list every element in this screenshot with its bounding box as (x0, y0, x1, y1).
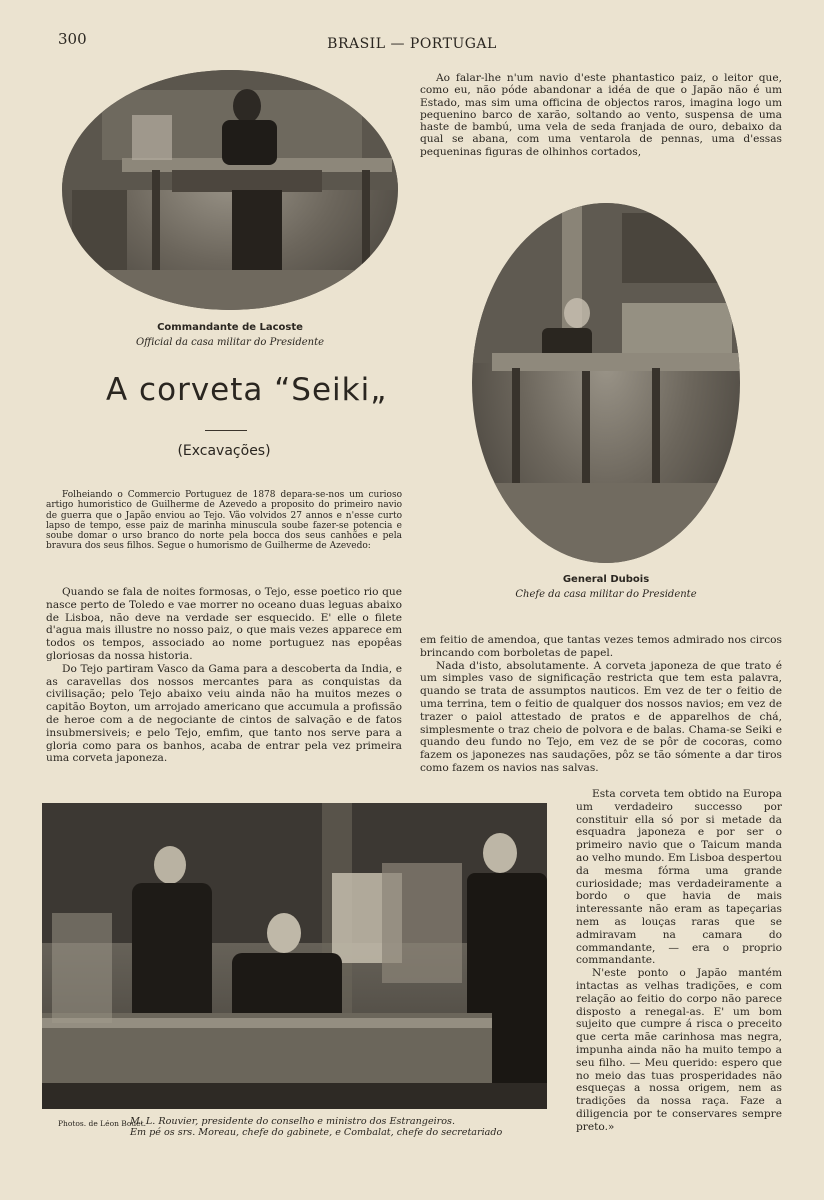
right-bottom-paragraph: N'este ponto o Japão mantém intactas as velhas tradições, e com relação ao feitio do corpo não parece disposto a renegal-as. E' um bom sujeito que cumpre á risca o preceito que certa mãe carinhosa mas negra, impunha ainda não ha muito tempo a seu filho. — Meu querido: espero que no meio das tuas prosperidades não esqueças a nossa origem, nem as tradições da nossa raça. Faze a diligencia por te conservares sempre preto.» (576, 967, 782, 1133)
photo-lacoste-role: Official da casa militar do Presidente (135, 337, 325, 348)
right-bottom-column (576, 788, 782, 1134)
left-paragraph: Do Tejo partiram Vasco da Gama para a descoberta da India, e as caravellas dos nossos mercantes para as conquistas da civilisação; pelo Tejo abaixo veiu ainda não ha muitos mezes o capitão Boyton, um arrojado americano que accumula a profissão de heroe com a de negociante de cintos de salvação e de fatos insubmersiveis; e pelo Tejo, emfim, que tanto nos serve para a gloria como para os banhos, acaba de entrar pela vez primeira uma corveta japoneza. (46, 662, 402, 765)
photo-lacoste (62, 70, 398, 310)
left-paragraph: Quando se fala de noites formosas, o Tejo, esse poetico rio que nasce perto de Toledo e vae morrer no oceano duas leguas abaixo de Lisboa, não deve na verdade ser esquecido. E' elle o filete d'agua mais illustre no nosso paiz, o que mais vezes apparece em todos os tempos, associado ao nome portuguez nas epopêas gloriosas da nossa historia. (46, 586, 402, 662)
title-rule (205, 430, 247, 431)
photo-lacoste-name: Commandante de Lacoste (157, 322, 303, 333)
photo-rouvier-caption (130, 1116, 570, 1138)
article-subtitle: (Excavações) (177, 443, 271, 459)
photo-dubois-role: Chefe da casa militar do Presidente (515, 589, 697, 600)
page-number: 300 (58, 30, 87, 48)
right-top-paragraph: Ao falar-lhe n'um navio d'este phantastico paiz, o leitor que, como eu, não póde abandonar a idéa de que o Japão não é um Estado, mas sim uma officina de objectos raros, imagina logo um pequenino barco de xarão, soltando ao vento, suspensa de uma haste de bambú, uma vela de seda franjada de ouro, debaixo da qual se abana, com uma ventarola de pennas, uma d'essas pequeninas figuras de olhinhos cortados, (420, 72, 782, 158)
photo-rouvier-caption-line2: Em pé os srs. Moreau, chefe do gabinete, e Combalat, chefe do secretariado (130, 1127, 503, 1138)
running-title: BRASIL — PORTUGAL (327, 36, 497, 52)
right-bottom-paragraph: Esta corveta tem obtido na Europa um verdadeiro successo por constituir ella só por si metade da esquadra japoneza e por ser o primeiro navio que o Taicum manda ao velho mundo. Em Lisboa despertou da mesma fórma uma grande curiosidade; mas verdadeiramente a bordo o que havia de mais interessante não eram as tapeçarias nem as louças raras que se admiravam na camara do commandante, — era o proprio commandante. (576, 788, 782, 967)
photo-dubois-illustration (472, 203, 740, 563)
left-column (46, 586, 402, 765)
right-paragraph: em feitio de amendoa, que tantas vezes temos admirado nos circos brincando com borboletas de papel. (420, 634, 782, 659)
photo-credit: Photos. de Léon Bouet. (58, 1119, 147, 1128)
right-paragraph: Nada d'isto, absolutamente. A corveta japoneza de que trato é um simples vaso de significação restricta que tem esta palavra, quando se trata de assumptos nauticos. Em vez de ter o feitio de uma terrina, tem o feitio de qualquer dos nossos navios; em vez de trazer o paiol attestado de pratos e de apparelhos de chá, simplesmente o traz cheio de polvora e de balas. Chama-se Seiki e quando deu fundo no Tejo, em vez de se pôr de cocoras, como fazem os japonezes nas saudações, pôz se tão sómente a dar tiros como fazem os navios nas salvas. (420, 659, 782, 774)
photo-rouvier-illustration (42, 803, 547, 1109)
photo-rouvier-caption-line1: M. L. Rouvier, presidente do conselho e ministro dos Estrangeiros. (130, 1116, 456, 1127)
article-intro: Folheiando o Commercio Portuguez de 1878 depara-se-nos um curioso artigo humoristico de Guilherme de Azevedo a proposito do primeiro navio de guerra que o Japão enviou ao Tejo. Vão volvidos 27 annos e n'esse curto lapso de tempo, esse paiz de marinha minuscula soube fazer-se potencia e soube domar o urso branco do norte pela bocca dos seus canhões e pela bravura dos seus filhos. Segue o humorismo de Guilherme de Azevedo: (46, 490, 402, 552)
photo-lacoste-illustration (62, 70, 398, 310)
right-middle-column (420, 634, 782, 775)
photo-dubois-name: General Dubois (562, 574, 650, 585)
article-title: A corveta “Seiki„ (106, 372, 388, 408)
photo-rouvier (42, 803, 547, 1109)
photo-dubois (472, 203, 740, 563)
